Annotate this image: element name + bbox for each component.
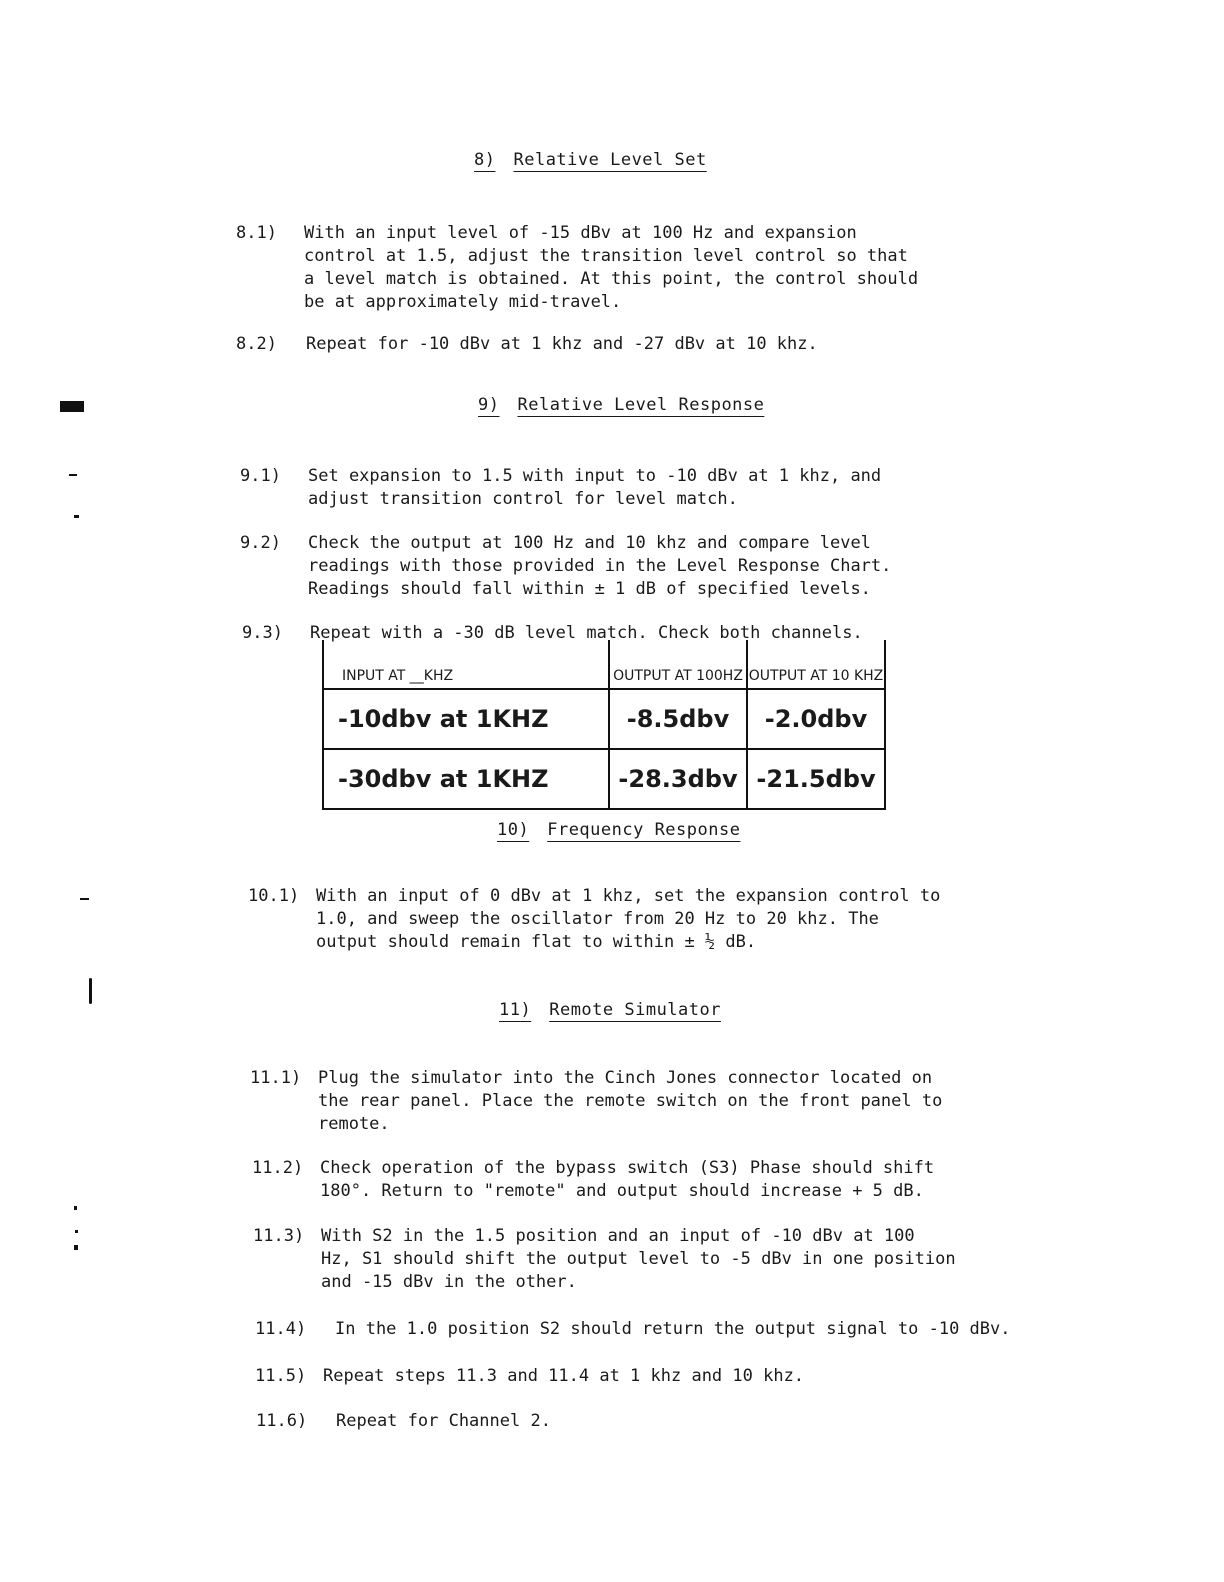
- step-number: 8.2): [236, 334, 277, 354]
- step-number: 11.5): [255, 1366, 307, 1386]
- step-number: 9.3): [242, 623, 283, 643]
- step-number: 8.1): [236, 223, 277, 243]
- header-output-100hz: OUTPUT AT 100HZ: [609, 640, 747, 689]
- step-text: Check the output at 100 Hz and 10 khz and compare level readings with those provided in the Level Response Chart. Readings should fall within ± 1 dB of specified levels.: [308, 533, 892, 599]
- table-row: [323, 689, 885, 749]
- section-heading-9: 9) Relative Level Response: [478, 395, 765, 415]
- step-number: 11.1): [250, 1068, 302, 1088]
- step-text: Repeat for -10 dBv at 1 khz and -27 dBv at 10 khz.: [306, 334, 818, 354]
- scan-mark: [74, 1245, 78, 1250]
- step-number: 9.2): [240, 533, 281, 553]
- scan-mark: [60, 401, 84, 412]
- section-heading-8: 8) Relative Level Set: [474, 150, 707, 170]
- table-cell: -8.5dbv: [609, 689, 747, 749]
- section-title: Relative Level Response: [517, 395, 765, 415]
- table-cell: -30dbv at 1KHZ: [323, 749, 609, 809]
- section-heading-11: 11) Remote Simulator: [499, 1000, 721, 1020]
- step-text: Repeat steps 11.3 and 11.4 at 1 khz and 10 khz.: [323, 1366, 805, 1386]
- step-text: With S2 in the 1.5 position and an input of -10 dBv at 100 Hz, S1 should shift the output level to -5 dBv in one position and -15 dBv in the other.: [321, 1226, 956, 1292]
- step-number: 11.4): [255, 1319, 307, 1339]
- table-cell: -10dbv at 1KHZ: [323, 689, 609, 749]
- step-text: With an input of 0 dBv at 1 khz, set the expansion control to 1.0, and sweep the oscillator from 20 Hz to 20 khz. The output should remain flat to within ± ½ dB.: [316, 886, 941, 952]
- scan-mark: [74, 515, 79, 518]
- step-text: Set expansion to 1.5 with input to -10 dBv at 1 khz, and adjust transition control for level match.: [308, 466, 882, 509]
- step-number: 11.3): [253, 1226, 305, 1246]
- step-text: Plug the simulator into the Cinch Jones connector located on the rear panel. Place the remote switch on the front panel to remote.: [318, 1068, 943, 1134]
- section-title: Remote Simulator: [549, 1000, 721, 1020]
- scan-mark: [69, 474, 77, 476]
- scan-mark: [80, 898, 89, 900]
- step-number: 11.2): [252, 1158, 304, 1178]
- table-cell: -21.5dbv: [747, 749, 885, 809]
- scan-mark: [75, 1230, 78, 1233]
- section-title: Relative Level Set: [513, 150, 707, 170]
- step-number: 11.6): [256, 1411, 308, 1431]
- step-text: Check operation of the bypass switch (S3) Phase should shift 180°. Return to "remote" and output should increase + 5 dB.: [320, 1158, 935, 1201]
- table-cell: -28.3dbv: [609, 749, 747, 809]
- header-input: INPUT AT __KHZ: [323, 640, 609, 689]
- table-row: [323, 749, 885, 809]
- step-text: Repeat with a -30 dB level match. Check both channels.: [310, 623, 863, 643]
- step-number: 9.1): [240, 466, 281, 486]
- level-response-chart: [322, 640, 886, 810]
- step-text: In the 1.0 position S2 should return the output signal to -10 dBv.: [335, 1319, 1011, 1339]
- table-cell: -2.0dbv: [747, 689, 885, 749]
- step-text: With an input level of -15 dBv at 100 Hz and expansion control at 1.5, adjust the transition level control so that a level match is obtained. At this point, the control should be at approximately mid-travel.: [304, 223, 919, 312]
- scan-mark: [89, 978, 92, 1004]
- header-output-10khz: OUTPUT AT 10 KHZ: [747, 640, 885, 689]
- chart-header-row: [323, 640, 885, 689]
- section-title: Frequency Response: [547, 820, 741, 840]
- step-number: 10.1): [248, 886, 300, 906]
- section-heading-10: 10) Frequency Response: [497, 820, 741, 840]
- scan-mark: [74, 1206, 77, 1210]
- step-text: Repeat for Channel 2.: [336, 1411, 551, 1431]
